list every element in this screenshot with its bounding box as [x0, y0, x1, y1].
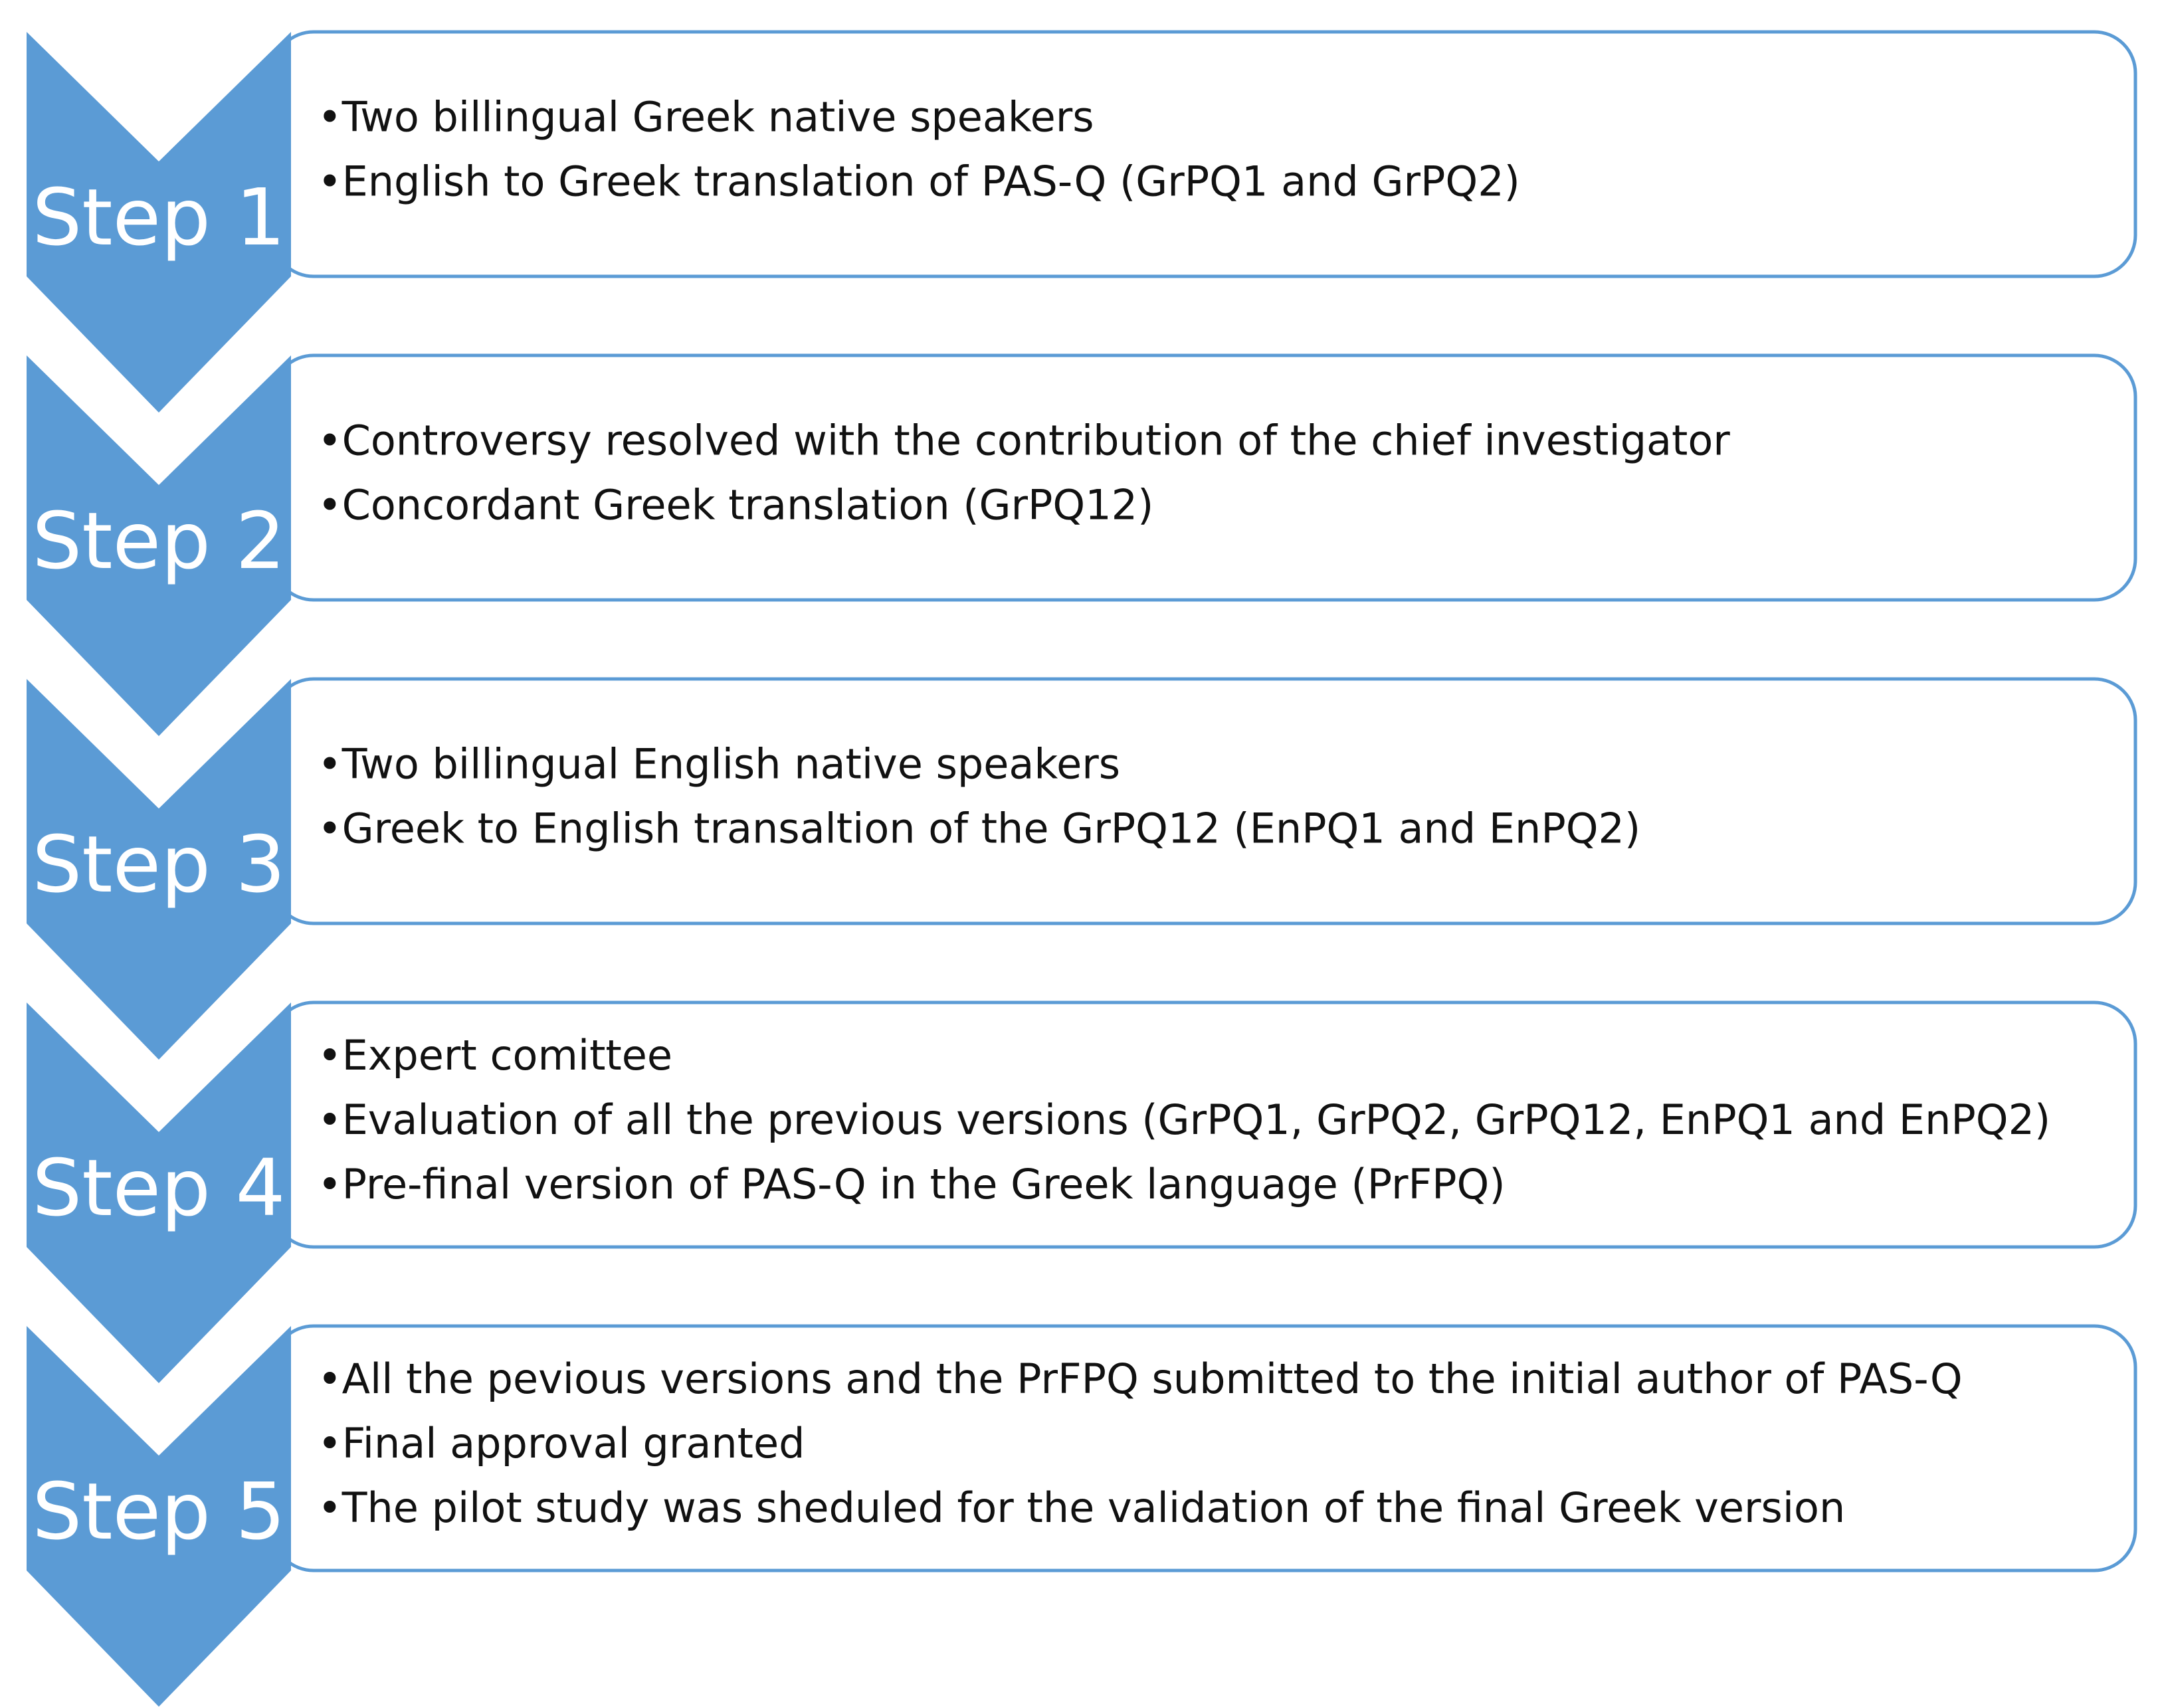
step-label: Step 3	[32, 818, 286, 910]
step-box	[272, 679, 2135, 923]
step-label: Step 4	[32, 1142, 286, 1234]
step-bullet: •Two billingual Greek native speakers	[318, 92, 1094, 142]
step-bullet: •The pilot study was sheduled for the validation of the final Greek version	[318, 1483, 1846, 1532]
step-label: Step 1	[32, 171, 286, 263]
step-label: Step 2	[32, 495, 286, 587]
step-bullet: •Evaluation of all the previous versions (GrPQ1, GrPQ2, GrPQ12, EnPQ1 and EnPQ2)	[318, 1095, 2051, 1144]
step-box	[272, 355, 2135, 600]
step-bullet: •Final approval granted	[318, 1419, 805, 1468]
step-bullet: •All the pevious versions and the PrFPQ submitted to the initial author of PAS-Q	[318, 1355, 1963, 1403]
steps-layer	[27, 32, 2135, 1707]
step-bullet: •Two billingual English native speakers	[318, 739, 1121, 789]
step-bullet: •Expert comittee	[318, 1031, 672, 1080]
step-box	[272, 32, 2135, 276]
step-label: Step 5	[32, 1466, 286, 1557]
step-5	[27, 1326, 2135, 1707]
step-bullet: •Controversy resolved with the contribution of the chief investigator	[318, 416, 1730, 465]
step-bullet: •Concordant Greek translation (GrPQ12)	[318, 480, 1154, 529]
step-bullet: •English to Greek translation of PAS-Q (GrPQ1 and GrPQ2)	[318, 157, 1520, 206]
step-bullet: •Pre-final version of PAS-Q in the Greek language (PrFPQ)	[318, 1160, 1506, 1208]
step-bullet: •Greek to English transaltion of the GrPQ12 (EnPQ1 and EnPQ2)	[318, 804, 1641, 853]
